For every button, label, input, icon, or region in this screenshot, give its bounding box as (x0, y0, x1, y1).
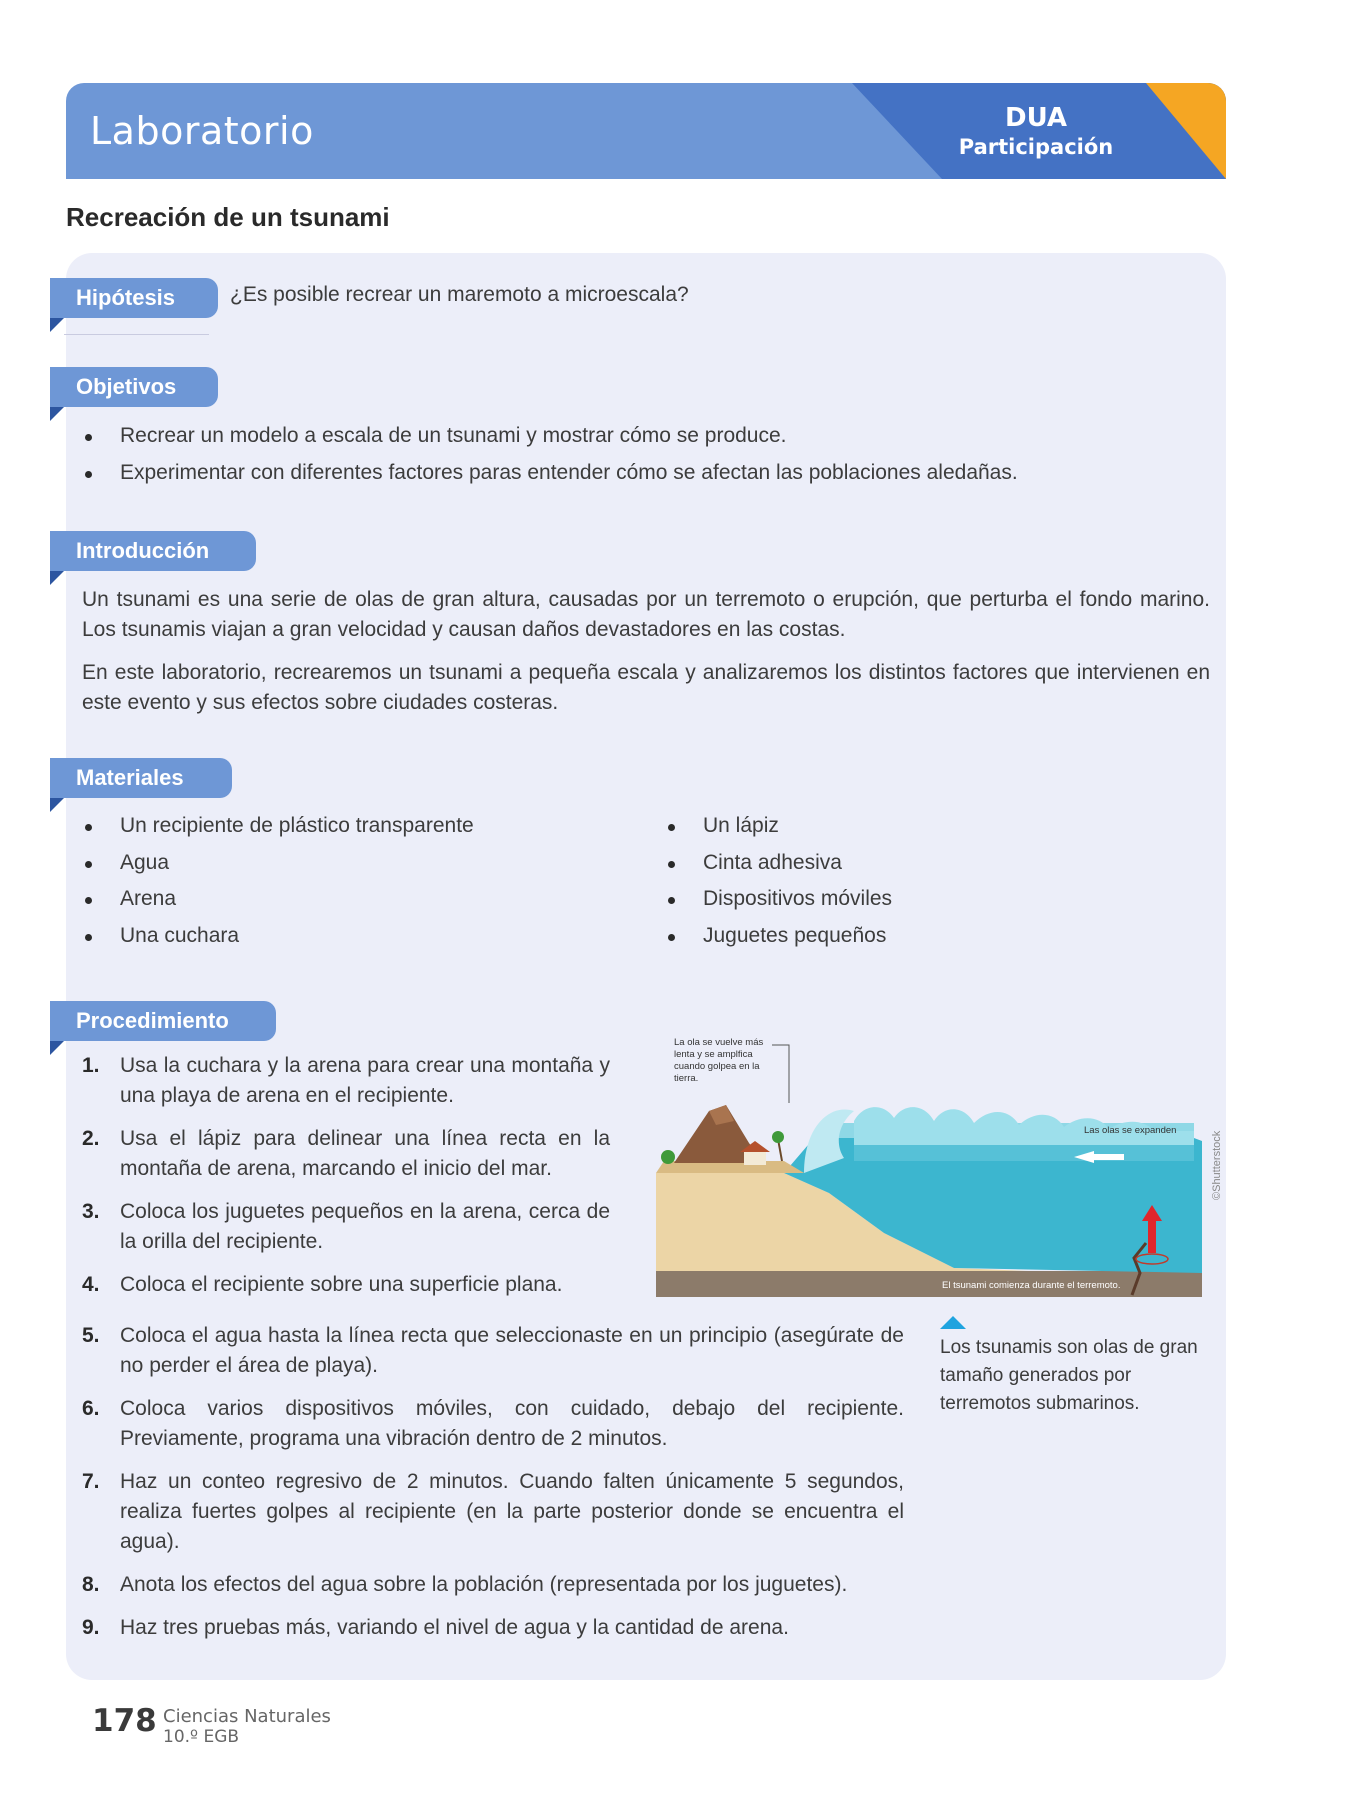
hypothesis-text: ¿Es posible recrear un maremoto a microescala? (230, 283, 689, 306)
caption-marker (940, 1316, 966, 1329)
procedure-steps-top (82, 1051, 610, 1300)
procedure-step (82, 1394, 904, 1454)
figure-label-expand: Las olas se expanden (1084, 1125, 1177, 1136)
procedure-step (82, 1570, 904, 1600)
step-text: Usa el lápiz para delinear una línea recta en la montaña de arena, marcando el inicio del mar. (120, 1127, 610, 1180)
house-body (744, 1151, 766, 1165)
intro-paragraph-1: Un tsunami es una serie de olas de gran altura, causadas por un terremoto o erupción, que perturba el fondo marino. Los tsunamis viajan a gran velocidad y causan daños devastadores en las costas. (82, 588, 1210, 641)
step-text: Haz tres pruebas más, variando el nivel de agua y la cantidad de arena. (120, 1616, 789, 1639)
step-text: Usa la cuchara y la arena para crear una montaña y una playa de arena en el recipiente. (120, 1054, 610, 1107)
procedure-step (82, 1124, 610, 1184)
header-banner (66, 83, 1226, 179)
step-number: 7. (82, 1470, 100, 1493)
tab-introduccion: Introducción (50, 531, 256, 571)
step-number: 3. (82, 1200, 100, 1223)
step-text: Anota los efectos del agua sobre la población (representada por los juguetes). (120, 1573, 848, 1596)
procedure-step (82, 1197, 610, 1257)
figure-caption: Los tsunamis son olas de gran tamaño generados por terremotos submarinos. (940, 1337, 1198, 1414)
procedure-step (82, 1613, 904, 1643)
procedure-step (82, 1321, 904, 1381)
tab-objetivos: Objetivos (50, 367, 218, 407)
tab-materiales: Materiales (50, 758, 232, 798)
step-text: Coloca el agua hasta la línea recta que seleccionaste en un principio (asegúrate de no perder el área de playa). (120, 1324, 904, 1377)
step-number: 1. (82, 1054, 100, 1077)
list-item: Un recipiente de plástico transparente (82, 808, 642, 845)
list-item: Recrear un modelo a escala de un tsunami y mostrar cómo se produce. (82, 418, 1202, 455)
list-item: Un lápiz (665, 808, 1165, 845)
uplift-arrow-shaft (1148, 1219, 1156, 1253)
list-item: Cinta adhesiva (665, 845, 1165, 882)
list-item: Dispositivos móviles (665, 881, 1165, 918)
list-item: Experimentar con diferentes factores paras entender cómo se afectan las poblaciones aledañas. (82, 455, 1202, 492)
step-number: 9. (82, 1616, 100, 1639)
figure-label-wave: La ola se vuelve más lenta y se amplfica cuando golpea en la tierra. (674, 1037, 764, 1084)
list-item: Una cuchara (82, 918, 642, 955)
lab-title: Recreación de un tsunami (66, 202, 390, 232)
step-number: 4. (82, 1273, 100, 1296)
step-text: Haz un conteo regresivo de 2 minutos. Cuando falten únicamente 5 segundos, realiza fuertes golpes al recipiente (en la parte posterior donde se encuentra el agua). (120, 1470, 904, 1553)
list-item: Agua (82, 845, 642, 882)
tsunami-illustration (654, 1033, 1202, 1301)
objectives-list (82, 418, 1202, 491)
procedure-step (82, 1051, 610, 1111)
footer-grade: 10.º EGB (163, 1727, 240, 1747)
step-number: 6. (82, 1397, 100, 1420)
procedure-step (82, 1467, 904, 1557)
materials-list-left (82, 808, 642, 954)
materials-list-right (665, 808, 1165, 954)
list-item: Arena (82, 881, 642, 918)
procedure-step (82, 1270, 610, 1300)
label-pointer (772, 1045, 789, 1103)
footer-subject: Ciencias Naturales (163, 1706, 331, 1727)
step-text: Coloca varios dispositivos móviles, con cuidado, debajo del recipiente. Previamente, programa una vibración dentro de 2 minutos. (120, 1397, 904, 1450)
tab-hipotesis: Hipótesis (50, 278, 218, 318)
step-number: 5. (82, 1324, 100, 1347)
dua-subtitle: Participación (958, 135, 1114, 159)
step-number: 8. (82, 1573, 100, 1596)
wave-band (854, 1145, 1194, 1161)
banner-title: Laboratorio (90, 109, 314, 153)
step-number: 2. (82, 1127, 100, 1150)
dua-title: DUA (1004, 103, 1068, 133)
image-credit: ©Shutterstock (1211, 1130, 1223, 1200)
intro-paragraph-2: En este laboratorio, recrearemos un tsunami a pequeña escala y analizaremos los distintos factores que intervienen en este evento y sus efectos sobre ciudades costeras. (82, 661, 1210, 714)
palm-leaves (772, 1131, 784, 1143)
figure-label-start: El tsunami comienza durante el terremoto. (942, 1280, 1121, 1291)
step-text: Coloca los juguetes pequeños en la arena, cerca de la orilla del recipiente. (120, 1200, 610, 1253)
procedure-steps-bottom (82, 1321, 904, 1643)
page-number: 178 (92, 1703, 157, 1739)
tab-procedimiento: Procedimiento (50, 1001, 276, 1041)
step-text: Coloca el recipiente sobre una superficie plana. (120, 1273, 563, 1296)
tab-underline (64, 334, 209, 335)
bush (661, 1150, 675, 1164)
list-item: Juguetes pequeños (665, 918, 1165, 955)
